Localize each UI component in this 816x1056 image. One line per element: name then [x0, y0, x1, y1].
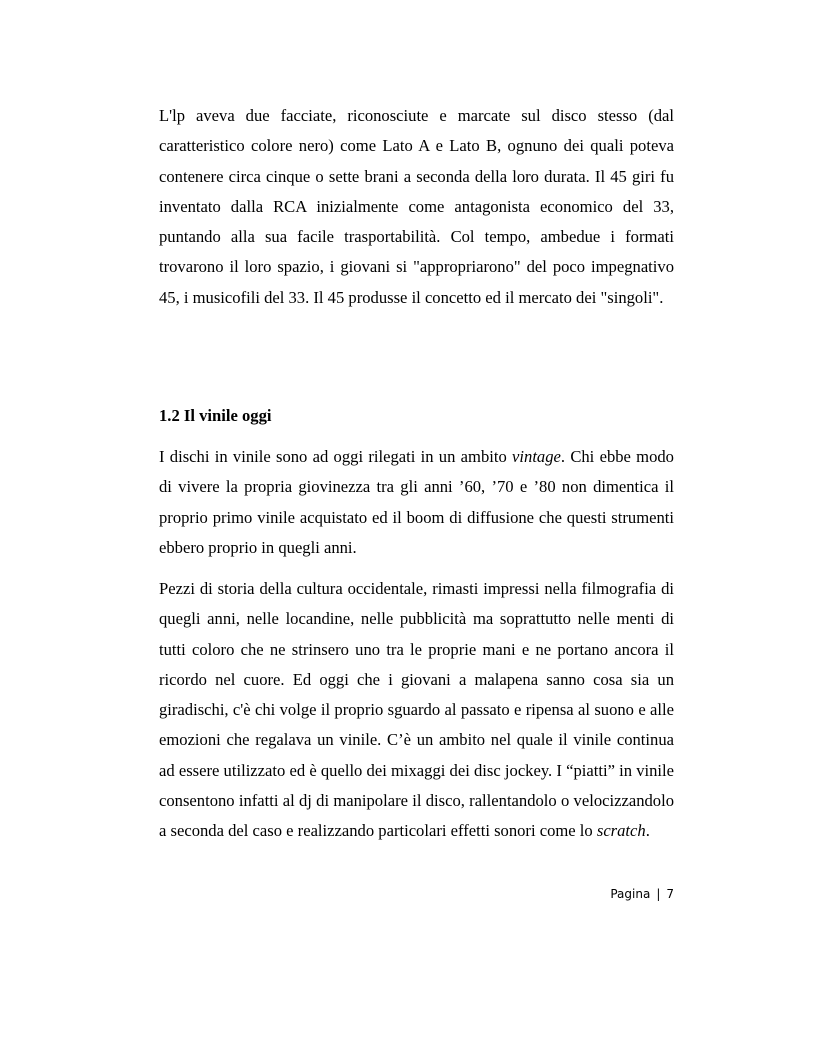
- paragraph-2-text-start: I dischi in vinile sono ad oggi rilegati in un ambito: [159, 447, 513, 466]
- emphasis-scratch: scratch: [596, 821, 646, 841]
- page-label: Pagina: [610, 887, 651, 901]
- emphasis-vintage: vintage: [512, 447, 561, 466]
- footer-separator: |: [656, 887, 661, 901]
- paragraph-2-text-end: . Chi ebbe modo di vivere la propria giovinezza tra gli anni ’60, ’70 e ’80 non dimentica il proprio primo vinile acquistato ed il boom di diffusione che questi strumenti ebbero proprio in quegli anni.: [159, 447, 674, 557]
- body-paragraph-2: [159, 442, 674, 563]
- body-paragraph-1: L'lp aveva due facciate, riconosciute e marcate sul disco stesso (dal caratteristico colore nero) come Lato A e Lato B, ognuno dei quali poteva contenere circa cinque o sette brani a seconda della loro durata. Il 45 giri fu inventato dalla RCA inizialmente come antagonista economico del 33, puntando alla sua facile trasportabilità. Col tempo, ambedue i formati trovarono il loro spazio, i giovani si "appropriarono" del poco impegnativo 45, i musicofili del 33. Il 45 produsse il concetto ed il mercato dei "singoli".: [159, 106, 674, 307]
- page-number: 7: [666, 887, 674, 901]
- page-footer: [610, 884, 674, 904]
- paragraph-3-text-end: .: [645, 821, 650, 841]
- paragraph-3-text-start: Pezzi di storia della cultura occidentale, rimasti impressi nella filmografia di quegli anni, nelle locandine, nelle pubblicità ma soprattutto nelle menti di tutti coloro che ne strinsero uno tra le proprie mani e ne portano ancora il ricordo nel cuore. Ed oggi che i giovani a malapena sanno cosa sia un giradischi, c'è chi volge il proprio sguardo al passato e ripensa al suono e alle emozioni che regalava un vinile. C’è un ambito nel quale il vinile continua ad essere utilizzato ed è quello dei mixaggi dei disc jockey. I “piatti” in vinile consentono infatti al dj di manipolare il disco, rallentandolo o velocizzandolo a seconda del caso e realizzando particolari effetti sonori come lo: [159, 579, 674, 841]
- body-paragraph-3: [159, 574, 674, 847]
- section-heading: 1.2 Il vinile oggi: [159, 406, 272, 425]
